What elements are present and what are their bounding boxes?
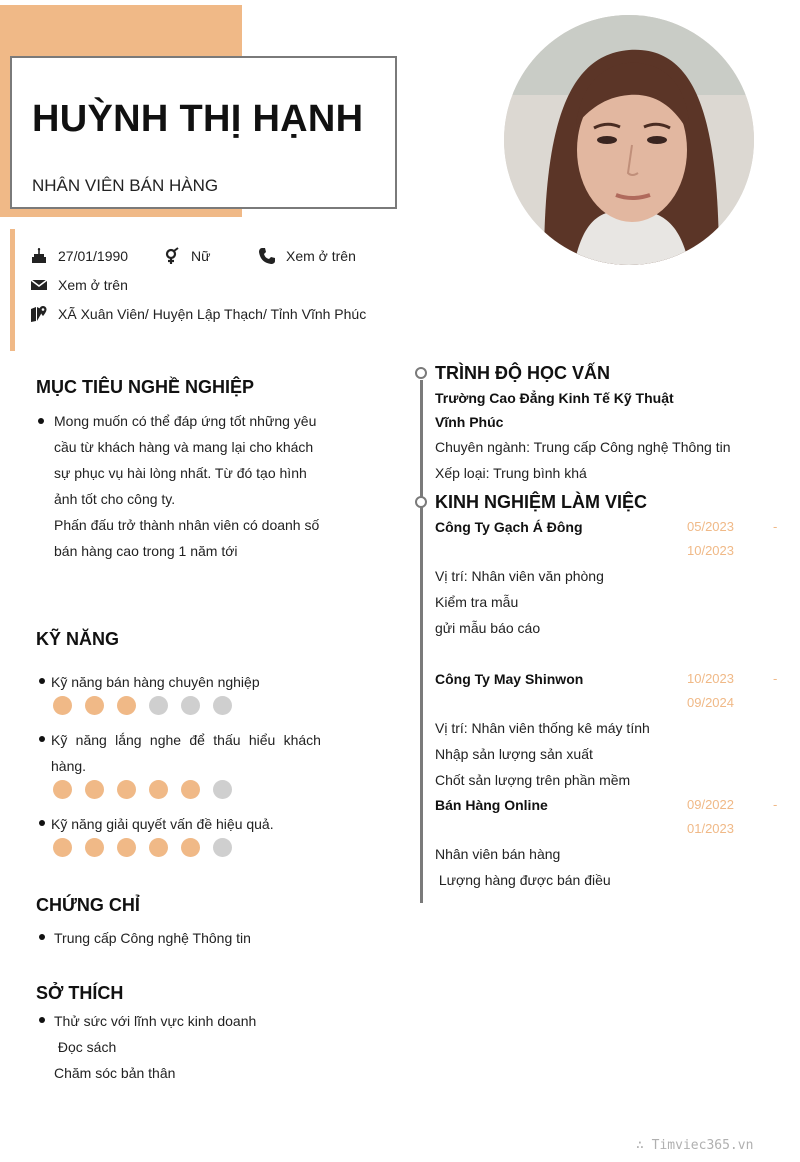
skill-name bbox=[51, 727, 321, 779]
skill-dot-filled bbox=[117, 696, 136, 715]
job-start-date: 09/2022 bbox=[687, 797, 734, 812]
skill-name bbox=[51, 669, 321, 695]
skill-dot-empty bbox=[213, 696, 232, 715]
objective-title: MỤC TIÊU NGHỀ NGHIỆP bbox=[36, 377, 255, 397]
email-text[interactable]: Xem ở trên bbox=[58, 277, 128, 293]
skill-dot-empty bbox=[213, 838, 232, 857]
avatar bbox=[504, 15, 754, 265]
hobbies-text bbox=[54, 1008, 256, 1086]
phone-icon bbox=[258, 247, 276, 265]
contact-email bbox=[30, 276, 128, 294]
job-company: Công Ty May Shinwon bbox=[435, 671, 584, 687]
job-date-dash: - bbox=[773, 671, 778, 686]
job-company: Bán Hàng Online bbox=[435, 797, 548, 813]
objective-line: sự phục vụ hài lòng nhất. Từ đó tạo hình bbox=[54, 465, 307, 481]
hobby-line: Thử sức với lĩnh vực kinh doanh bbox=[54, 1013, 257, 1029]
skill-level-dots bbox=[53, 780, 232, 799]
skill-dot-filled bbox=[117, 780, 136, 799]
skill-dot-filled bbox=[53, 838, 72, 857]
job-title: NHÂN VIÊN BÁN HÀNG bbox=[32, 176, 219, 195]
skill-name-line: Kỹ năng bán hàng chuyên nghiệp bbox=[51, 674, 260, 690]
objective-line: bán hàng cao trong 1 năm tới bbox=[54, 543, 238, 559]
skill-level-dots bbox=[53, 696, 232, 715]
education-major: Chuyên ngành: Trung cấp Công nghệ Thông tin bbox=[435, 439, 731, 455]
hobby-bullet bbox=[39, 1017, 45, 1023]
job-date-dash: - bbox=[773, 797, 778, 812]
school-name-line: Vĩnh Phúc bbox=[435, 414, 504, 430]
skill-name-line: hàng. bbox=[51, 758, 87, 774]
hobbies-title: SỞ THÍCH bbox=[36, 983, 124, 1003]
map-marker-icon bbox=[30, 305, 48, 323]
gender-icon bbox=[163, 247, 181, 265]
skill-bullet bbox=[39, 678, 45, 684]
job-start-date: 10/2023 bbox=[687, 671, 734, 686]
name-box bbox=[10, 56, 397, 209]
job-detail: Nhập sản lượng sản xuất bbox=[435, 746, 593, 762]
experience-title: KINH NGHIỆM LÀM VIỆC bbox=[435, 492, 648, 512]
skill-dot-filled bbox=[149, 780, 168, 799]
job-detail: Vị trí: Nhân viên văn phòng bbox=[435, 568, 604, 584]
job-detail: Chốt sản lượng trên phần mềm bbox=[435, 772, 631, 788]
job-end-date: 01/2023 bbox=[687, 821, 734, 836]
education-title: TRÌNH ĐỘ HỌC VẤN bbox=[435, 363, 610, 383]
timeline-line bbox=[420, 380, 423, 903]
skill-dot-filled bbox=[181, 780, 200, 799]
job-date-dash: - bbox=[773, 519, 778, 534]
address-text: XÃ Xuân Viên/ Huyện Lập Thạch/ Tỉnh Vĩnh Phúc bbox=[58, 306, 367, 322]
job-company: Công Ty Gạch Á Đông bbox=[435, 519, 583, 535]
certificate-item bbox=[54, 925, 251, 951]
skill-dot-filled bbox=[181, 838, 200, 857]
envelope-icon bbox=[30, 276, 48, 294]
job-detail: Kiểm tra mẫu bbox=[435, 594, 519, 610]
watermark: ∴ Timviec365.vn bbox=[636, 1138, 754, 1153]
skill-dot-filled bbox=[85, 696, 104, 715]
experience-timeline-marker bbox=[415, 496, 427, 508]
job-end-date: 10/2023 bbox=[687, 543, 734, 558]
candidate-name: HUỲNH THỊ HẠNH bbox=[32, 98, 364, 140]
gender-text: Nữ bbox=[191, 248, 211, 264]
job-detail: Vị trí: Nhân viên thống kê máy tính bbox=[435, 720, 650, 736]
job-end-date: 09/2024 bbox=[687, 695, 734, 710]
birthday-text: 27/01/1990 bbox=[58, 248, 129, 264]
education-timeline-marker bbox=[415, 367, 427, 379]
cake-icon bbox=[30, 247, 48, 265]
objective-line: Mong muốn có thể đáp ứng tốt những yêu bbox=[54, 413, 317, 429]
job-detail: gửi mẫu báo cáo bbox=[435, 620, 541, 636]
skill-name bbox=[51, 811, 321, 837]
skill-dot-filled bbox=[85, 838, 104, 857]
objective-line: Phấn đấu trở thành nhân viên có doanh số bbox=[54, 517, 320, 533]
job-start-date: 05/2023 bbox=[687, 519, 734, 534]
contact-phone bbox=[258, 247, 356, 265]
skill-level-dots bbox=[53, 838, 232, 857]
hobby-line: Đọc sách bbox=[54, 1039, 117, 1055]
skill-dot-empty bbox=[181, 696, 200, 715]
avatar-portrait bbox=[504, 15, 754, 265]
hobby-line: Chăm sóc bản thân bbox=[54, 1065, 176, 1081]
certificate-bullet bbox=[39, 934, 45, 940]
skill-dot-filled bbox=[85, 780, 104, 799]
education-grade: Xếp loại: Trung bình khá bbox=[435, 465, 587, 481]
objective-bullet bbox=[38, 418, 44, 424]
skill-bullet bbox=[39, 820, 45, 826]
job-detail: Nhân viên bán hàng bbox=[435, 846, 561, 862]
skill-dot-filled bbox=[149, 838, 168, 857]
objective-line: ảnh tốt cho công ty. bbox=[54, 491, 176, 507]
objective-text bbox=[54, 408, 322, 564]
objective-line: cầu từ khách hàng và mang lại cho khách bbox=[54, 439, 314, 455]
certificate-text: Trung cấp Công nghệ Thông tin bbox=[54, 930, 251, 946]
school-name-line: Trường Cao Đẳng Kinh Tế Kỹ Thuật bbox=[435, 390, 674, 406]
skill-name-line: Kỹ năng giải quyết vấn đề hiệu quả. bbox=[51, 816, 274, 832]
contact-accent-bar bbox=[10, 229, 15, 351]
job-detail: Lượng hàng được bán điều bbox=[435, 872, 611, 888]
skills-title: KỸ NĂNG bbox=[36, 629, 120, 649]
certificates-title: CHỨNG CHỈ bbox=[36, 895, 140, 915]
skill-dot-filled bbox=[53, 696, 72, 715]
skill-dot-filled bbox=[53, 780, 72, 799]
skill-dot-empty bbox=[149, 696, 168, 715]
contact-gender bbox=[163, 247, 210, 265]
skill-dot-filled bbox=[117, 838, 136, 857]
skill-dot-empty bbox=[213, 780, 232, 799]
contact-address bbox=[30, 305, 366, 323]
skill-bullet bbox=[39, 736, 45, 742]
skill-name-line: Kỹ năng lắng nghe để thấu hiểu khách bbox=[51, 732, 321, 748]
phone-text[interactable]: Xem ở trên bbox=[286, 248, 356, 264]
contact-birthday bbox=[30, 247, 128, 265]
